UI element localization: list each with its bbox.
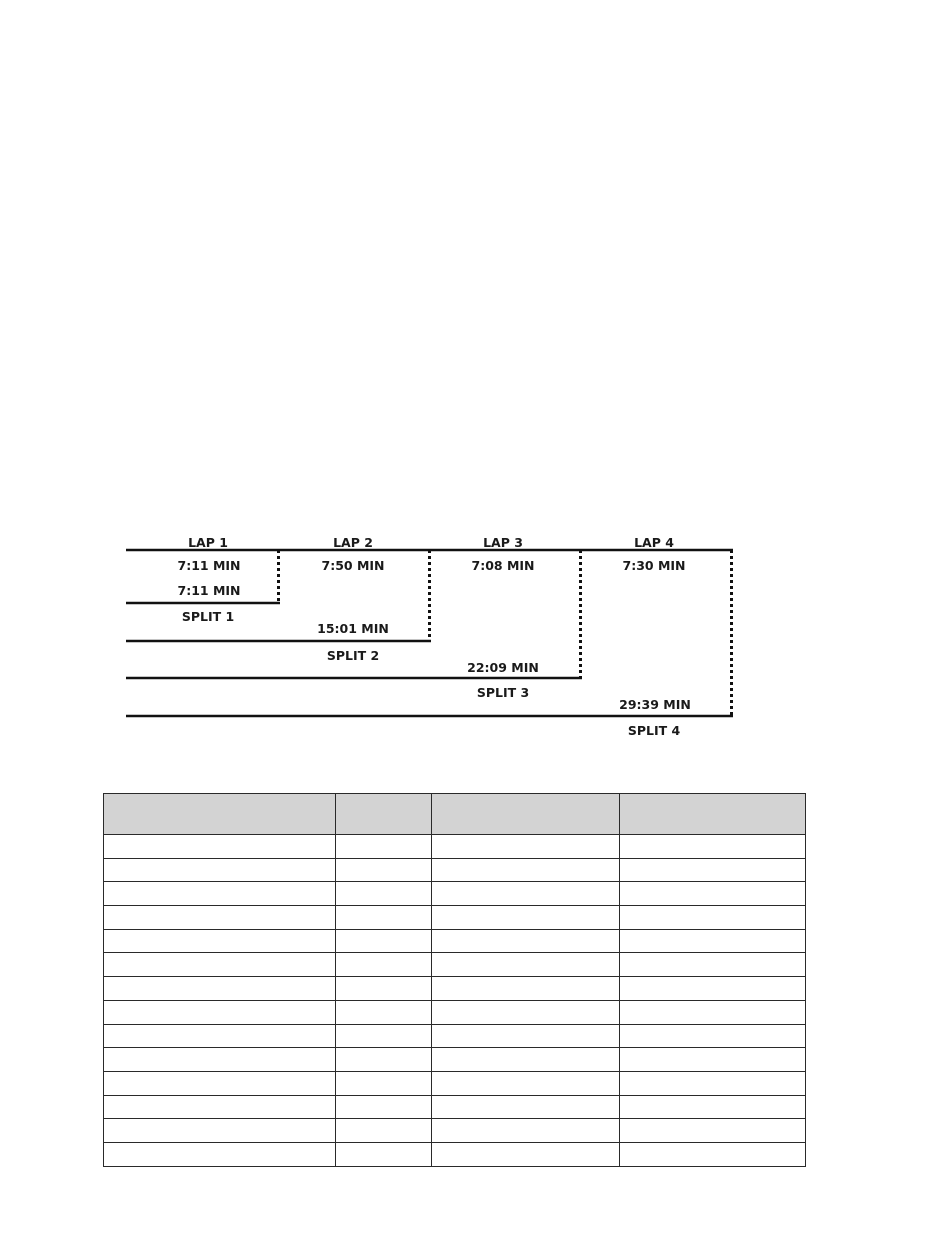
table-cell[interactable] (432, 1024, 620, 1048)
lap-2-time: 7:50 MIN (321, 558, 385, 573)
table-row (104, 858, 806, 882)
table-cell[interactable] (432, 1000, 620, 1024)
table-cell[interactable] (620, 977, 806, 1001)
table-cell[interactable] (620, 1142, 806, 1166)
table-cell[interactable] (336, 906, 432, 930)
table-cell[interactable] (336, 1024, 432, 1048)
table-header-cell (104, 794, 336, 835)
table-cell[interactable] (620, 953, 806, 977)
table-row (104, 1071, 806, 1095)
table-cell[interactable] (336, 977, 432, 1001)
table-header-cell (620, 794, 806, 835)
table-cell[interactable] (104, 1048, 336, 1072)
table-header-cell (432, 794, 620, 835)
table-row (104, 1095, 806, 1119)
table-cell[interactable] (104, 1142, 336, 1166)
table-row (104, 882, 806, 906)
split-2-time: 15:01 MIN (317, 621, 389, 636)
table-header-row (104, 794, 806, 835)
table-cell[interactable] (432, 1071, 620, 1095)
table-cell[interactable] (432, 1048, 620, 1072)
table-row (104, 835, 806, 859)
table-cell[interactable] (104, 1095, 336, 1119)
table-row (104, 929, 806, 953)
table-cell[interactable] (336, 1142, 432, 1166)
table-cell[interactable] (620, 882, 806, 906)
table-cell[interactable] (336, 1095, 432, 1119)
table-cell[interactable] (336, 929, 432, 953)
table-row (104, 906, 806, 930)
table-cell[interactable] (104, 1024, 336, 1048)
table-cell[interactable] (432, 1095, 620, 1119)
table-cell[interactable] (620, 1095, 806, 1119)
table-cell[interactable] (620, 1000, 806, 1024)
split-record-table (103, 793, 806, 1167)
lap-4-label: LAP 4 (634, 535, 674, 550)
table-cell[interactable] (336, 953, 432, 977)
table-cell[interactable] (620, 835, 806, 859)
lap-1-time: 7:11 MIN (177, 558, 241, 573)
table-cell[interactable] (104, 858, 336, 882)
table-cell[interactable] (432, 906, 620, 930)
table-cell[interactable] (104, 1071, 336, 1095)
split-2-label: SPLIT 2 (326, 648, 380, 663)
table-cell[interactable] (432, 977, 620, 1001)
table-body (104, 835, 806, 1167)
lap-3-label: LAP 3 (483, 535, 523, 550)
table-cell[interactable] (620, 1024, 806, 1048)
table-row (104, 1119, 806, 1143)
split-4-label: SPLIT 4 (627, 723, 681, 738)
table-cell[interactable] (336, 882, 432, 906)
lap-1-label: LAP 1 (188, 535, 228, 550)
table-cell[interactable] (104, 953, 336, 977)
split-4-time: 29:39 MIN (619, 697, 691, 712)
split-1-time: 7:11 MIN (177, 583, 241, 598)
table-row (104, 977, 806, 1001)
table-cell[interactable] (336, 1119, 432, 1143)
table-cell[interactable] (336, 1071, 432, 1095)
table-cell[interactable] (620, 1071, 806, 1095)
table-cell[interactable] (432, 858, 620, 882)
split-3-label: SPLIT 3 (476, 685, 530, 700)
table-cell[interactable] (620, 929, 806, 953)
lap-3-time: 7:08 MIN (471, 558, 535, 573)
lap-2-label: LAP 2 (333, 535, 373, 550)
table-cell[interactable] (104, 906, 336, 930)
table-cell[interactable] (432, 835, 620, 859)
table-cell[interactable] (104, 977, 336, 1001)
table-cell[interactable] (432, 929, 620, 953)
table-cell[interactable] (336, 858, 432, 882)
table-cell[interactable] (432, 882, 620, 906)
split-3-time: 22:09 MIN (467, 660, 539, 675)
table-cell[interactable] (104, 929, 336, 953)
table-cell[interactable] (620, 906, 806, 930)
table-cell[interactable] (336, 835, 432, 859)
table-cell[interactable] (620, 858, 806, 882)
table-cell[interactable] (620, 1048, 806, 1072)
table-cell[interactable] (432, 1119, 620, 1143)
table-row (104, 953, 806, 977)
table-row (104, 1024, 806, 1048)
split-1-label: SPLIT 1 (181, 609, 235, 624)
table-cell[interactable] (104, 1119, 336, 1143)
table-row (104, 1000, 806, 1024)
table-cell[interactable] (432, 1142, 620, 1166)
table-row (104, 1048, 806, 1072)
table-cell[interactable] (336, 1048, 432, 1072)
table-cell[interactable] (620, 1119, 806, 1143)
table-cell[interactable] (432, 953, 620, 977)
table-cell[interactable] (336, 1000, 432, 1024)
table-cell[interactable] (104, 882, 336, 906)
table-cell[interactable] (104, 835, 336, 859)
table-header-cell (336, 794, 432, 835)
table-cell[interactable] (104, 1000, 336, 1024)
lap-4-time: 7:30 MIN (622, 558, 686, 573)
table-row (104, 1142, 806, 1166)
